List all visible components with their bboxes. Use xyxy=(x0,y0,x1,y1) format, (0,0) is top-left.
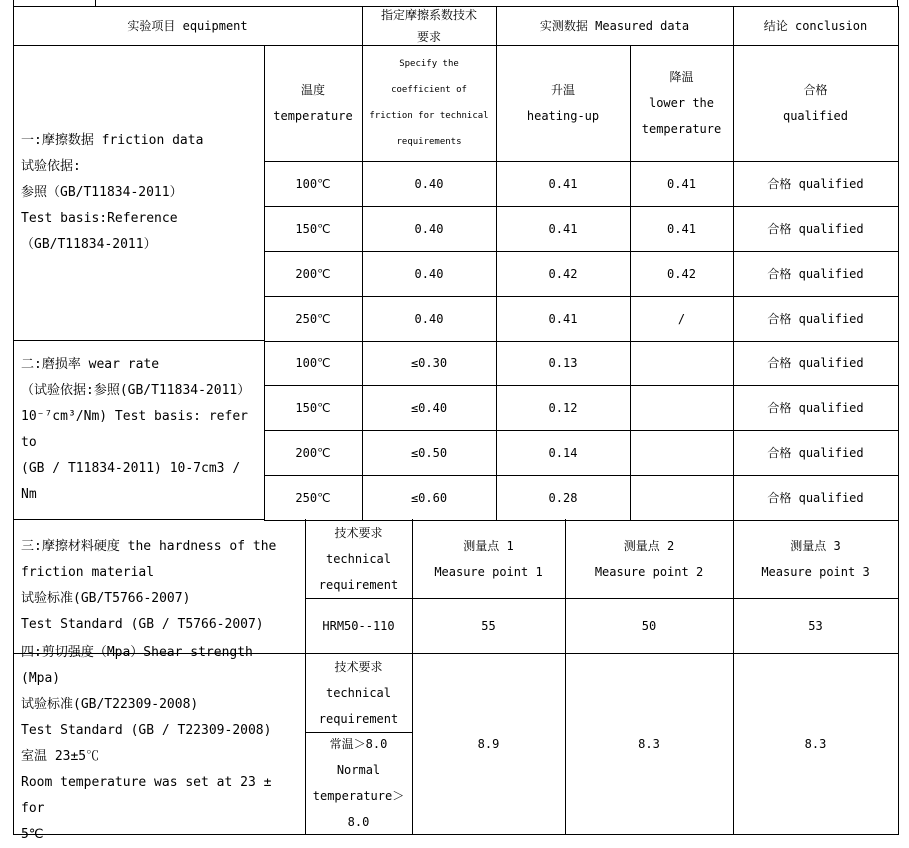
friction-row-spec: 0.40 xyxy=(362,251,497,297)
wear-row-heating-up: 0.14 xyxy=(496,430,631,476)
lower-temperature-header: 降温 lower the temperature xyxy=(630,45,734,162)
wear-row-spec: ≤0.30 xyxy=(362,340,497,386)
friction-row-heating-up: 0.41 xyxy=(496,296,631,342)
wear-row-heating-up: 0.28 xyxy=(496,475,631,521)
shear-point-1: 8.9 xyxy=(412,653,566,835)
friction-title: 一:摩擦数据 friction data 试验依据: 参照（GB/T11834-2011） Test basis:Reference （GB/T11834-2011） xyxy=(13,45,265,341)
hardness-point-3: 53 xyxy=(733,598,899,654)
wear-row-conclusion: 合格 qualified xyxy=(733,385,899,431)
friction-row-heating-up: 0.41 xyxy=(496,206,631,252)
friction-row-lower-temp: 0.42 xyxy=(630,251,734,297)
wear-row-temperature: 250℃ xyxy=(264,475,363,521)
shear-point-3: 8.3 xyxy=(733,653,899,835)
friction-row-conclusion: 合格 qualified xyxy=(733,206,899,252)
header-conclusion: 结论 conclusion xyxy=(733,6,899,46)
friction-row-spec: 0.40 xyxy=(362,206,497,252)
friction-row-conclusion: 合格 qualified xyxy=(733,251,899,297)
hardness-point-2: 50 xyxy=(565,598,734,654)
friction-row-spec: 0.40 xyxy=(362,161,497,207)
wear-row-temperature: 200℃ xyxy=(264,430,363,476)
hardness-req-value: HRM50--110 xyxy=(305,598,413,654)
friction-row-lower-temp: 0.41 xyxy=(630,161,734,207)
wear-row-spec: ≤0.60 xyxy=(362,475,497,521)
friction-row-lower-temp: 0.41 xyxy=(630,206,734,252)
wear-row-temperature: 100℃ xyxy=(264,340,363,386)
shear-req-value: 常温＞8.0 Normal temperature＞ 8.0 xyxy=(305,732,413,835)
spec-subheader: Specify the coefficient of friction for technical requirements xyxy=(362,45,497,162)
measure-point-3-header: 测量点 3 Measure point 3 xyxy=(733,519,899,599)
heating-up-header: 升温 heating-up xyxy=(496,45,631,162)
measure-point-2-header: 测量点 2 Measure point 2 xyxy=(565,519,734,599)
temperature-header: 温度 temperature xyxy=(264,45,363,162)
header-spec: 指定摩擦系数技术 要求 xyxy=(362,6,497,46)
friction-row-temperature: 200℃ xyxy=(264,251,363,297)
friction-row-conclusion: 合格 qualified xyxy=(733,161,899,207)
friction-row-heating-up: 0.42 xyxy=(496,251,631,297)
qualified-header: 合格 qualified xyxy=(733,45,899,162)
wear-row-conclusion: 合格 qualified xyxy=(733,430,899,476)
shear-point-2: 8.3 xyxy=(565,653,734,835)
shear-title: 四:剪切强度（Mpa）Shear strength (Mpa) 试验标准(GB/T22309-2008) Test Standard (GB / T22309-2008) 室温 23±5℃ Room temperature was set at 23 ± for 5℃ xyxy=(13,653,306,835)
header-measured: 实测数据 Measured data xyxy=(496,6,734,46)
header-item: 实验项目 equipment xyxy=(13,6,363,46)
friction-row-spec: 0.40 xyxy=(362,296,497,342)
friction-row-temperature: 150℃ xyxy=(264,206,363,252)
wear-row-lower-temp xyxy=(630,385,734,431)
wear-row-temperature: 150℃ xyxy=(264,385,363,431)
friction-row-lower-temp: / xyxy=(630,296,734,342)
friction-row-conclusion: 合格 qualified xyxy=(733,296,899,342)
measure-point-1-header: 测量点 1 Measure point 1 xyxy=(412,519,566,599)
wear-row-conclusion: 合格 qualified xyxy=(733,475,899,521)
wear-row-spec: ≤0.40 xyxy=(362,385,497,431)
hardness-req-header: 技术要求 technical requirement xyxy=(305,519,413,599)
wear-row-lower-temp xyxy=(630,475,734,521)
wear-title: 二:磨损率 wear rate （试验依据:参照(GB/T11834-2011） 10⁻⁷cm³/Nm) Test basis: refer to (GB / T11834-2011) 10-7cm3 / Nm xyxy=(13,340,265,520)
wear-row-heating-up: 0.12 xyxy=(496,385,631,431)
friction-row-temperature: 100℃ xyxy=(264,161,363,207)
wear-row-lower-temp xyxy=(630,430,734,476)
wear-row-spec: ≤0.50 xyxy=(362,430,497,476)
hardness-point-1: 55 xyxy=(412,598,566,654)
wear-row-lower-temp xyxy=(630,340,734,386)
wear-row-conclusion: 合格 qualified xyxy=(733,340,899,386)
hardness-title: 三:摩擦材料硬度 the hardness of the friction material 试验标准(GB/T5766-2007) Test Standard (GB / T5766-2007) xyxy=(13,519,306,654)
friction-row-temperature: 250℃ xyxy=(264,296,363,342)
friction-row-heating-up: 0.41 xyxy=(496,161,631,207)
wear-row-heating-up: 0.13 xyxy=(496,340,631,386)
shear-req-header: 技术要求 technical requirement xyxy=(305,653,413,733)
